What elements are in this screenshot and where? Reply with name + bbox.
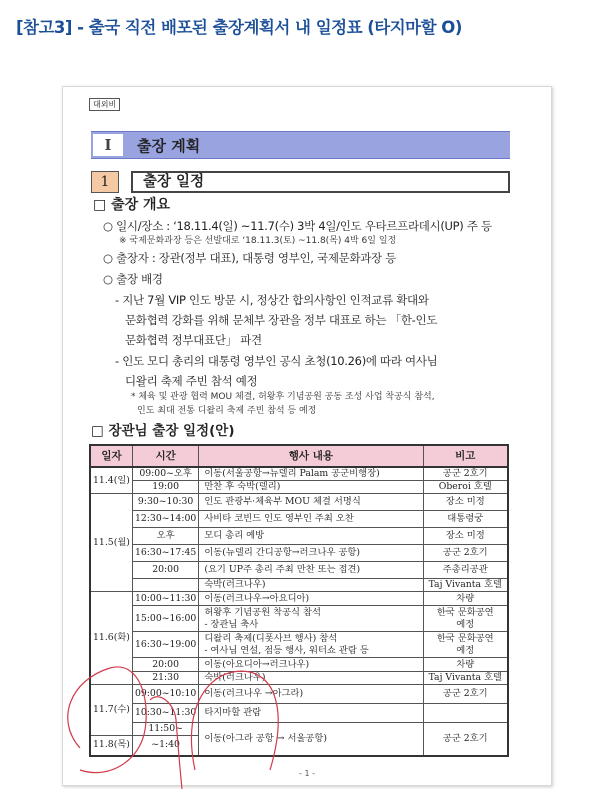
table-row bbox=[90, 494, 508, 511]
event-cell: 이동(러크나우 →아그라) bbox=[199, 685, 423, 704]
table-row bbox=[90, 723, 508, 736]
event-cell: 타지마할 관람 bbox=[199, 704, 423, 723]
time-cell: 16:30~17:45 bbox=[132, 545, 198, 562]
note-cell: 장소 미정 bbox=[423, 494, 508, 511]
note-cell: Oberoi 호텔 bbox=[423, 481, 508, 494]
subsection-title: 출장 일정 bbox=[131, 171, 510, 193]
event-cell: 인도 관광부·체육부 MOU 체결 서명식 bbox=[199, 494, 423, 511]
time-cell bbox=[132, 579, 198, 592]
table-row bbox=[90, 704, 508, 723]
col-event: 행사 내용 bbox=[199, 445, 423, 467]
date-cell: 11.5(월) bbox=[90, 494, 132, 592]
event-cell: 디왈리 축제(디폿사브 행사) 참석 - 여사님 연설, 점등 행사, 워터쇼 관람 등 bbox=[199, 632, 423, 658]
schedule-table-body bbox=[90, 467, 508, 756]
col-time: 시간 bbox=[132, 445, 198, 467]
event-cell: 허왕후 기념공원 착공식 참석 - 장관님 축사 bbox=[199, 606, 423, 632]
time-cell: 11:50~ bbox=[132, 723, 198, 736]
section-number: Ⅰ bbox=[93, 134, 123, 156]
time-cell: 09:00~10:10 bbox=[132, 685, 198, 704]
event-cell: 모디 총리 예방 bbox=[199, 528, 423, 545]
event-cell: 숙박(러크나우) bbox=[199, 579, 423, 592]
note-cell: 한국 문화공연 예정 bbox=[423, 632, 508, 658]
time-cell: 10:30~11:30 bbox=[132, 704, 198, 723]
date-cell: 11.6(화) bbox=[90, 592, 132, 685]
date-cell: 11.8(목) bbox=[90, 736, 132, 756]
note-cell: 공군 2호기 bbox=[423, 685, 508, 704]
note-cell: 차량 bbox=[423, 658, 508, 672]
document-page bbox=[62, 86, 552, 786]
table-row bbox=[90, 672, 508, 685]
note-cell: 공군 2호기 bbox=[423, 723, 508, 756]
col-note: 비고 bbox=[423, 445, 508, 467]
note-cell: 한국 문화공연 예정 bbox=[423, 606, 508, 632]
overview-background: ○ 출장 배경 bbox=[103, 272, 163, 286]
col-date: 일자 bbox=[90, 445, 132, 467]
schedule-table bbox=[89, 444, 509, 757]
event-cell: 이동(뉴델리 간디공항→러크나우 공항) bbox=[199, 545, 423, 562]
table-row bbox=[90, 606, 508, 632]
time-cell: 오후 bbox=[132, 528, 198, 545]
background-line: - 지난 7월 VIP 인도 방문 시, 정상간 합의사항인 인적교류 확대와 bbox=[115, 293, 429, 307]
note-cell: Taj Vivanta 호텔 bbox=[423, 579, 508, 592]
section-title: 출장 계획 bbox=[137, 137, 201, 155]
page-number: - 1 - bbox=[299, 769, 315, 778]
note-cell: 주총리공관 bbox=[423, 562, 508, 579]
note-cell bbox=[423, 704, 508, 723]
note-cell: 장소 미정 bbox=[423, 528, 508, 545]
background-line: 문화협력 정부대표단」 파견 bbox=[125, 333, 262, 347]
overview-participants: ○ 출장자 : 장관(정부 대표), 대통령 영부인, 국제문화과장 등 bbox=[103, 251, 397, 265]
background-line: 디왈리 축제 주빈 참석 예정 bbox=[125, 374, 258, 388]
event-cell: 이동(러크나우→아요디아) bbox=[199, 592, 423, 606]
subsection-number: 1 bbox=[91, 171, 119, 193]
date-cell: 11.4(일) bbox=[90, 467, 132, 494]
note-cell: 차량 bbox=[423, 592, 508, 606]
table-row bbox=[90, 528, 508, 545]
overview-advance-note: ※ 국제문화과장 등은 선발대로 ‘18.11.3(토) ~11.8(목) 4박 6일 일정 bbox=[119, 236, 397, 246]
classification-label: 대외비 bbox=[89, 98, 120, 111]
note-line: 인도 최대 전통 디왈리 축제 주빈 참석 등 예정 bbox=[137, 406, 317, 416]
event-cell: 이동(아요디아→러크나우) bbox=[199, 658, 423, 672]
time-cell: 09:00~오후 bbox=[132, 467, 198, 481]
event-cell: 이동(서울공항→뉴델리 Palam 공군비행장) bbox=[199, 467, 423, 481]
background-line: 문화협력 강화를 위해 문체부 장관을 정부 대표로 하는 「한-인도 bbox=[125, 313, 438, 327]
time-cell: 10:00~11:30 bbox=[132, 592, 198, 606]
time-cell: 20:00 bbox=[132, 658, 198, 672]
note-cell: Taj Vivanta 호텔 bbox=[423, 672, 508, 685]
event-cell: 숙박(러크나우) bbox=[199, 672, 423, 685]
event-cell: 만찬 후 숙박(델리) bbox=[199, 481, 423, 494]
note-cell: 공군 2호기 bbox=[423, 467, 508, 481]
table-row bbox=[90, 592, 508, 606]
time-cell: 20:00 bbox=[132, 562, 198, 579]
time-cell: 16:30~19:00 bbox=[132, 632, 198, 658]
date-cell: 11.7(수) bbox=[90, 685, 132, 736]
page-title: [참고3] - 출국 직전 배포된 출장계획서 내 일정표 (타지마할 O) bbox=[16, 18, 462, 37]
table-row bbox=[90, 481, 508, 494]
table-row bbox=[90, 579, 508, 592]
event-cell: (요기 UP주 총리 주최 만찬 또는 접견) bbox=[199, 562, 423, 579]
table-row bbox=[90, 632, 508, 658]
time-cell: 19:00 bbox=[132, 481, 198, 494]
table-row bbox=[90, 467, 508, 481]
note-line: * 체육 및 관광 협력 MOU 체결, 허왕후 기념공원 공동 조성 사업 착공식 참석, bbox=[131, 392, 435, 402]
time-cell: ~1:40 bbox=[132, 736, 198, 756]
overview-date-place: ○ 일시/장소 : ‘18.11.4(일) ~11.7(수) 3박 4일/인도 우타르프라데시(UP) 주 등 bbox=[103, 219, 492, 233]
note-cell: 대통령궁 bbox=[423, 511, 508, 528]
schedule-heading: □ 장관님 출장 일정(안) bbox=[91, 423, 235, 439]
event-cell: 이동(아그라 공항 → 서울공항) bbox=[199, 723, 423, 756]
table-row bbox=[90, 545, 508, 562]
time-cell: 15:00~16:00 bbox=[132, 606, 198, 632]
table-row bbox=[90, 511, 508, 528]
time-cell: 21:30 bbox=[132, 672, 198, 685]
note-cell: 공군 2호기 bbox=[423, 545, 508, 562]
section-header bbox=[91, 131, 510, 159]
time-cell: 12:30~14:00 bbox=[132, 511, 198, 528]
overview-heading: □ 출장 개요 bbox=[93, 197, 171, 213]
subsection-header bbox=[91, 171, 510, 193]
background-line: - 인도 모디 총리의 대통령 영부인 공식 초청(10.26)에 따라 여사님 bbox=[115, 354, 438, 368]
table-row bbox=[90, 685, 508, 704]
time-cell: 9:30~10:30 bbox=[132, 494, 198, 511]
table-row bbox=[90, 658, 508, 672]
event-cell: 사비타 코빈드 인도 영부인 주최 오찬 bbox=[199, 511, 423, 528]
table-row bbox=[90, 562, 508, 579]
